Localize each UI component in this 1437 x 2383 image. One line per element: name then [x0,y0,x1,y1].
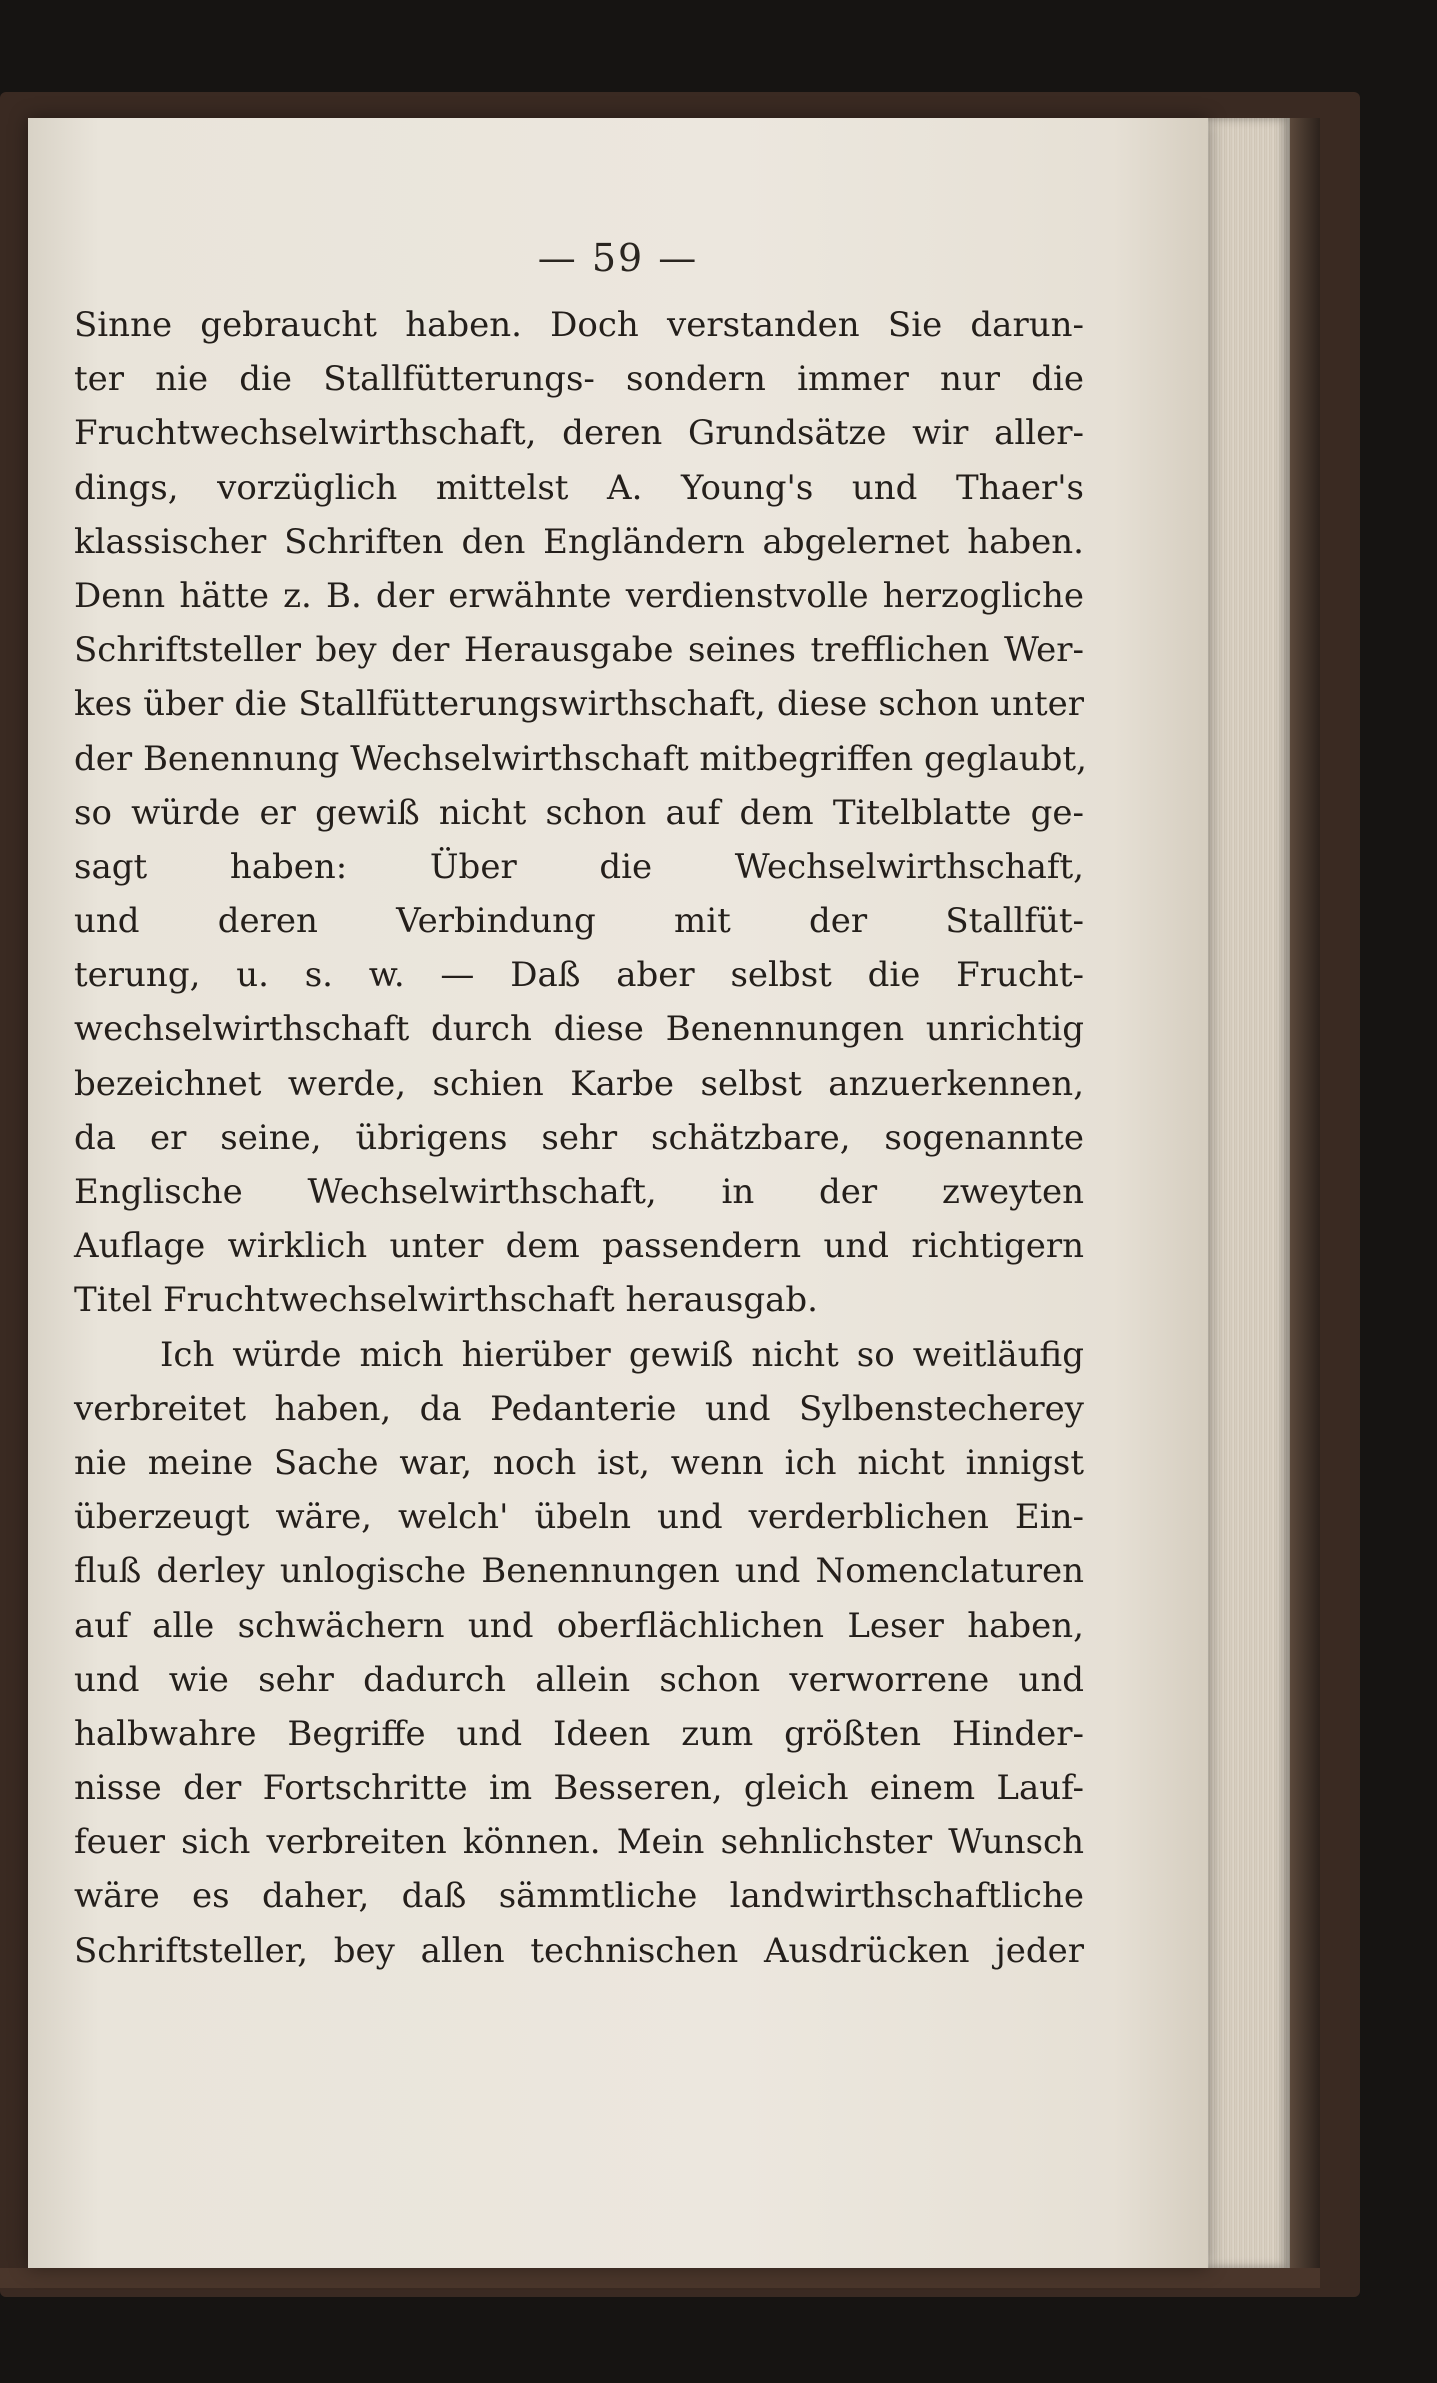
text-line: und deren Verbindung mit der Stallfüt- [74,901,1084,942]
text-line: verbreitet haben, da Pedanterie und Sylbenstecherey [74,1388,1084,1429]
text-line: Schriftsteller bey der Herausgabe seines trefflichen Wer- [74,630,1084,671]
text-line: halbwahre Begriffe und Ideen zum größten Hinder- [74,1713,1084,1754]
text-line: Auflage wirklich unter dem passendern und richtigern [74,1226,1084,1267]
text-line: sagt haben: Über die Wechselwirthschaft, [74,846,1084,887]
text-line: dings, vorzüglich mittelst A. Young's und Thaer's [74,467,1084,508]
text-line: bezeichnet werde, schien Karbe selbst anzuerkennen, [74,1063,1084,1104]
text-line: wechselwirthschaft durch diese Benennungen unrichtig [74,1009,1084,1050]
text-line: wäre es daher, daß sämmtliche landwirthschaftliche [74,1876,1084,1917]
text-line: klassischer Schriften den Engländern abgelernet haben. [74,521,1084,562]
text-line: ter nie die Stallfütterungs- sondern immer nur die [74,359,1084,400]
book-page [28,118,1208,2268]
text-line: und wie sehr dadurch allein schon verworrene und [74,1659,1084,1700]
text-line: da er seine, übrigens sehr schätzbare, sogenannte [74,1117,1084,1158]
text-line: kes über die Stallfütterungswirthschaft, diese schon unter [74,684,1084,725]
text-line: nie meine Sache war, noch ist, wenn ich nicht innigst [74,1442,1084,1483]
text-line: terung, u. s. w. — Daß aber selbst die Frucht- [74,955,1084,996]
text-line: fluß derley unlogische Benennungen und Nomenclaturen [74,1551,1084,1592]
text-line: Schriftsteller, bey allen technischen Ausdrücken jeder [74,1930,1084,1971]
text-line: Englische Wechselwirthschaft, in der zweyten [74,1172,1084,1212]
text-line: der Benennung Wechselwirthschaft mitbegriffen geglaubt, [74,738,1087,779]
text-line: Sinne gebraucht haben. Doch verstanden Sie darun- [74,305,1084,345]
text-line: nisse der Fortschritte im Besseren, gleich einem Lauf- [74,1768,1084,1809]
book-cover-bottom-edge [0,2268,1320,2288]
page-text-block [74,298,1087,1978]
text-line: auf alle schwächern und oberflächlichen Leser haben, [74,1605,1084,1646]
text-line: Fruchtwechselwirthschaft, deren Grundsätze wir aller- [74,413,1084,454]
page-number: — 59 — [537,236,699,280]
text-line: so würde er gewiß nicht schon auf dem Titelblatte ge- [74,792,1084,833]
page-block-edges [1200,118,1290,2268]
paragraph-end-line: Titel Fruchtwechselwirthschaft herausgab. [74,1280,818,1321]
text-line: überzeugt wäre, welch' übeln und verderblichen Ein- [74,1497,1084,1538]
paragraph-start-line: Ich würde mich hierüber gewiß nicht so weitläufig [160,1334,1084,1375]
text-line: feuer sich verbreiten können. Mein sehnlichster Wunsch [74,1822,1084,1863]
text-line: Denn hätte z. B. der erwähnte verdienstvolle herzogliche [74,575,1084,616]
